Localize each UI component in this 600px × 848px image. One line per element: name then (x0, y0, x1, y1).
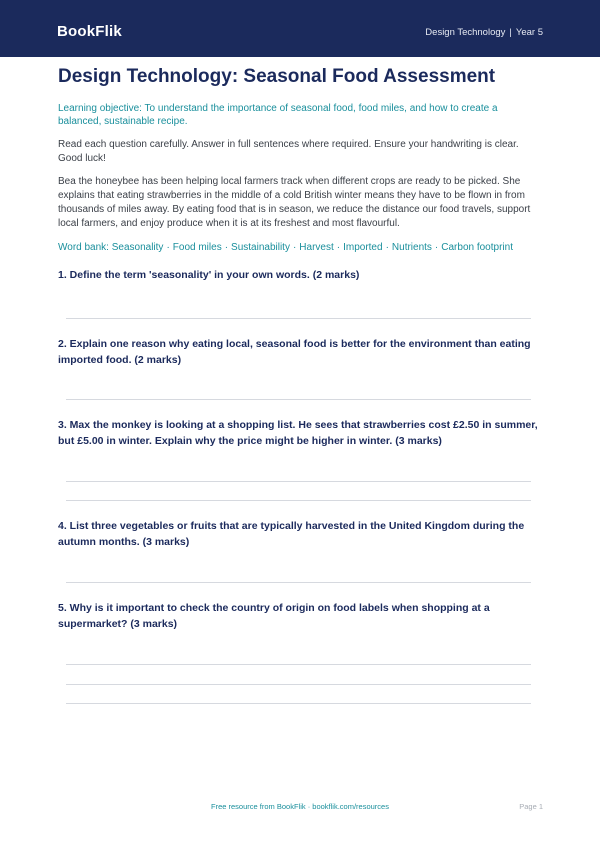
intro-section (58, 64, 542, 254)
answer-line[interactable] (66, 664, 531, 665)
question-3: 3. Max the monkey is looking at a shopping list. He sees that strawberries cost £2.50 in summer, but £5.00 in winter. Explain why the price might be higher in winter. (3 marks) (58, 419, 538, 447)
answer-line[interactable] (66, 684, 531, 685)
word-bank-label: Word bank: (58, 242, 109, 253)
footer-credit[interactable]: Free resource from BookFlik · bookflik.com/resources (211, 802, 389, 811)
word-bank-word: Carbon footprint (441, 242, 513, 253)
word-bank-word: Food miles (172, 242, 222, 253)
question-5: 5. Why is it important to check the country of origin on food labels when shopping at a supermarket? (3 marks) (58, 602, 490, 630)
word-bank-word: Nutrients (391, 242, 432, 253)
answer-line[interactable] (66, 481, 531, 482)
header-subject: Design Technology (425, 27, 506, 38)
word-bank-word: Harvest (299, 242, 334, 253)
answer-line[interactable] (66, 582, 531, 583)
header-year: Year 5 (515, 27, 543, 38)
page-header (0, 0, 600, 57)
word-bank-word: Sustainability (231, 242, 290, 253)
header-separator: | (509, 27, 512, 38)
page-title: Design Technology: Seasonal Food Assessment (58, 66, 496, 87)
header-subject-year (425, 27, 543, 38)
story-paragraph: Bea the honeybee has been helping local farmers track when different crops are ready to be picked. She explains that eating strawberries in the middle of a cold British winter means they have to be flown in from thousands of miles away. By eating food that is in season, we reduce the distance our food travels, support local farmers, and enjoy produce when it is at its freshest and most flavourful. (58, 176, 531, 229)
page-number: Page 1 (519, 802, 543, 811)
learning-objective: Learning objective: To understand the importance of seasonal food, food miles, and how to create a balanced, sustainable recipe. (58, 103, 498, 127)
word-bank-word: Imported (343, 242, 383, 253)
brand-logo-text: BookFlik (57, 23, 122, 40)
word-bank: Word bank: Seasonality · Food miles · Sustainability · Harvest · Imported · Nutrients · Carbon footprint (58, 242, 513, 253)
answer-line[interactable] (66, 399, 531, 400)
answer-line[interactable] (66, 703, 531, 704)
answer-line[interactable] (66, 500, 531, 501)
question-2: 2. Explain one reason why eating local, seasonal food is better for the environment than eating imported food. (2 marks) (58, 338, 531, 366)
question-4: 4. List three vegetables or fruits that are typically harvested in the United Kingdom during the autumn months. (3 marks) (58, 520, 525, 548)
instructions: Read each question carefully. Answer in full sentences where required. Ensure your handwriting is clear. Good luck! (58, 139, 519, 164)
word-bank-word: Seasonality (111, 242, 164, 253)
question-1: 1. Define the term 'seasonality' in your own words. (2 marks) (58, 269, 360, 281)
answer-line[interactable] (66, 318, 531, 319)
